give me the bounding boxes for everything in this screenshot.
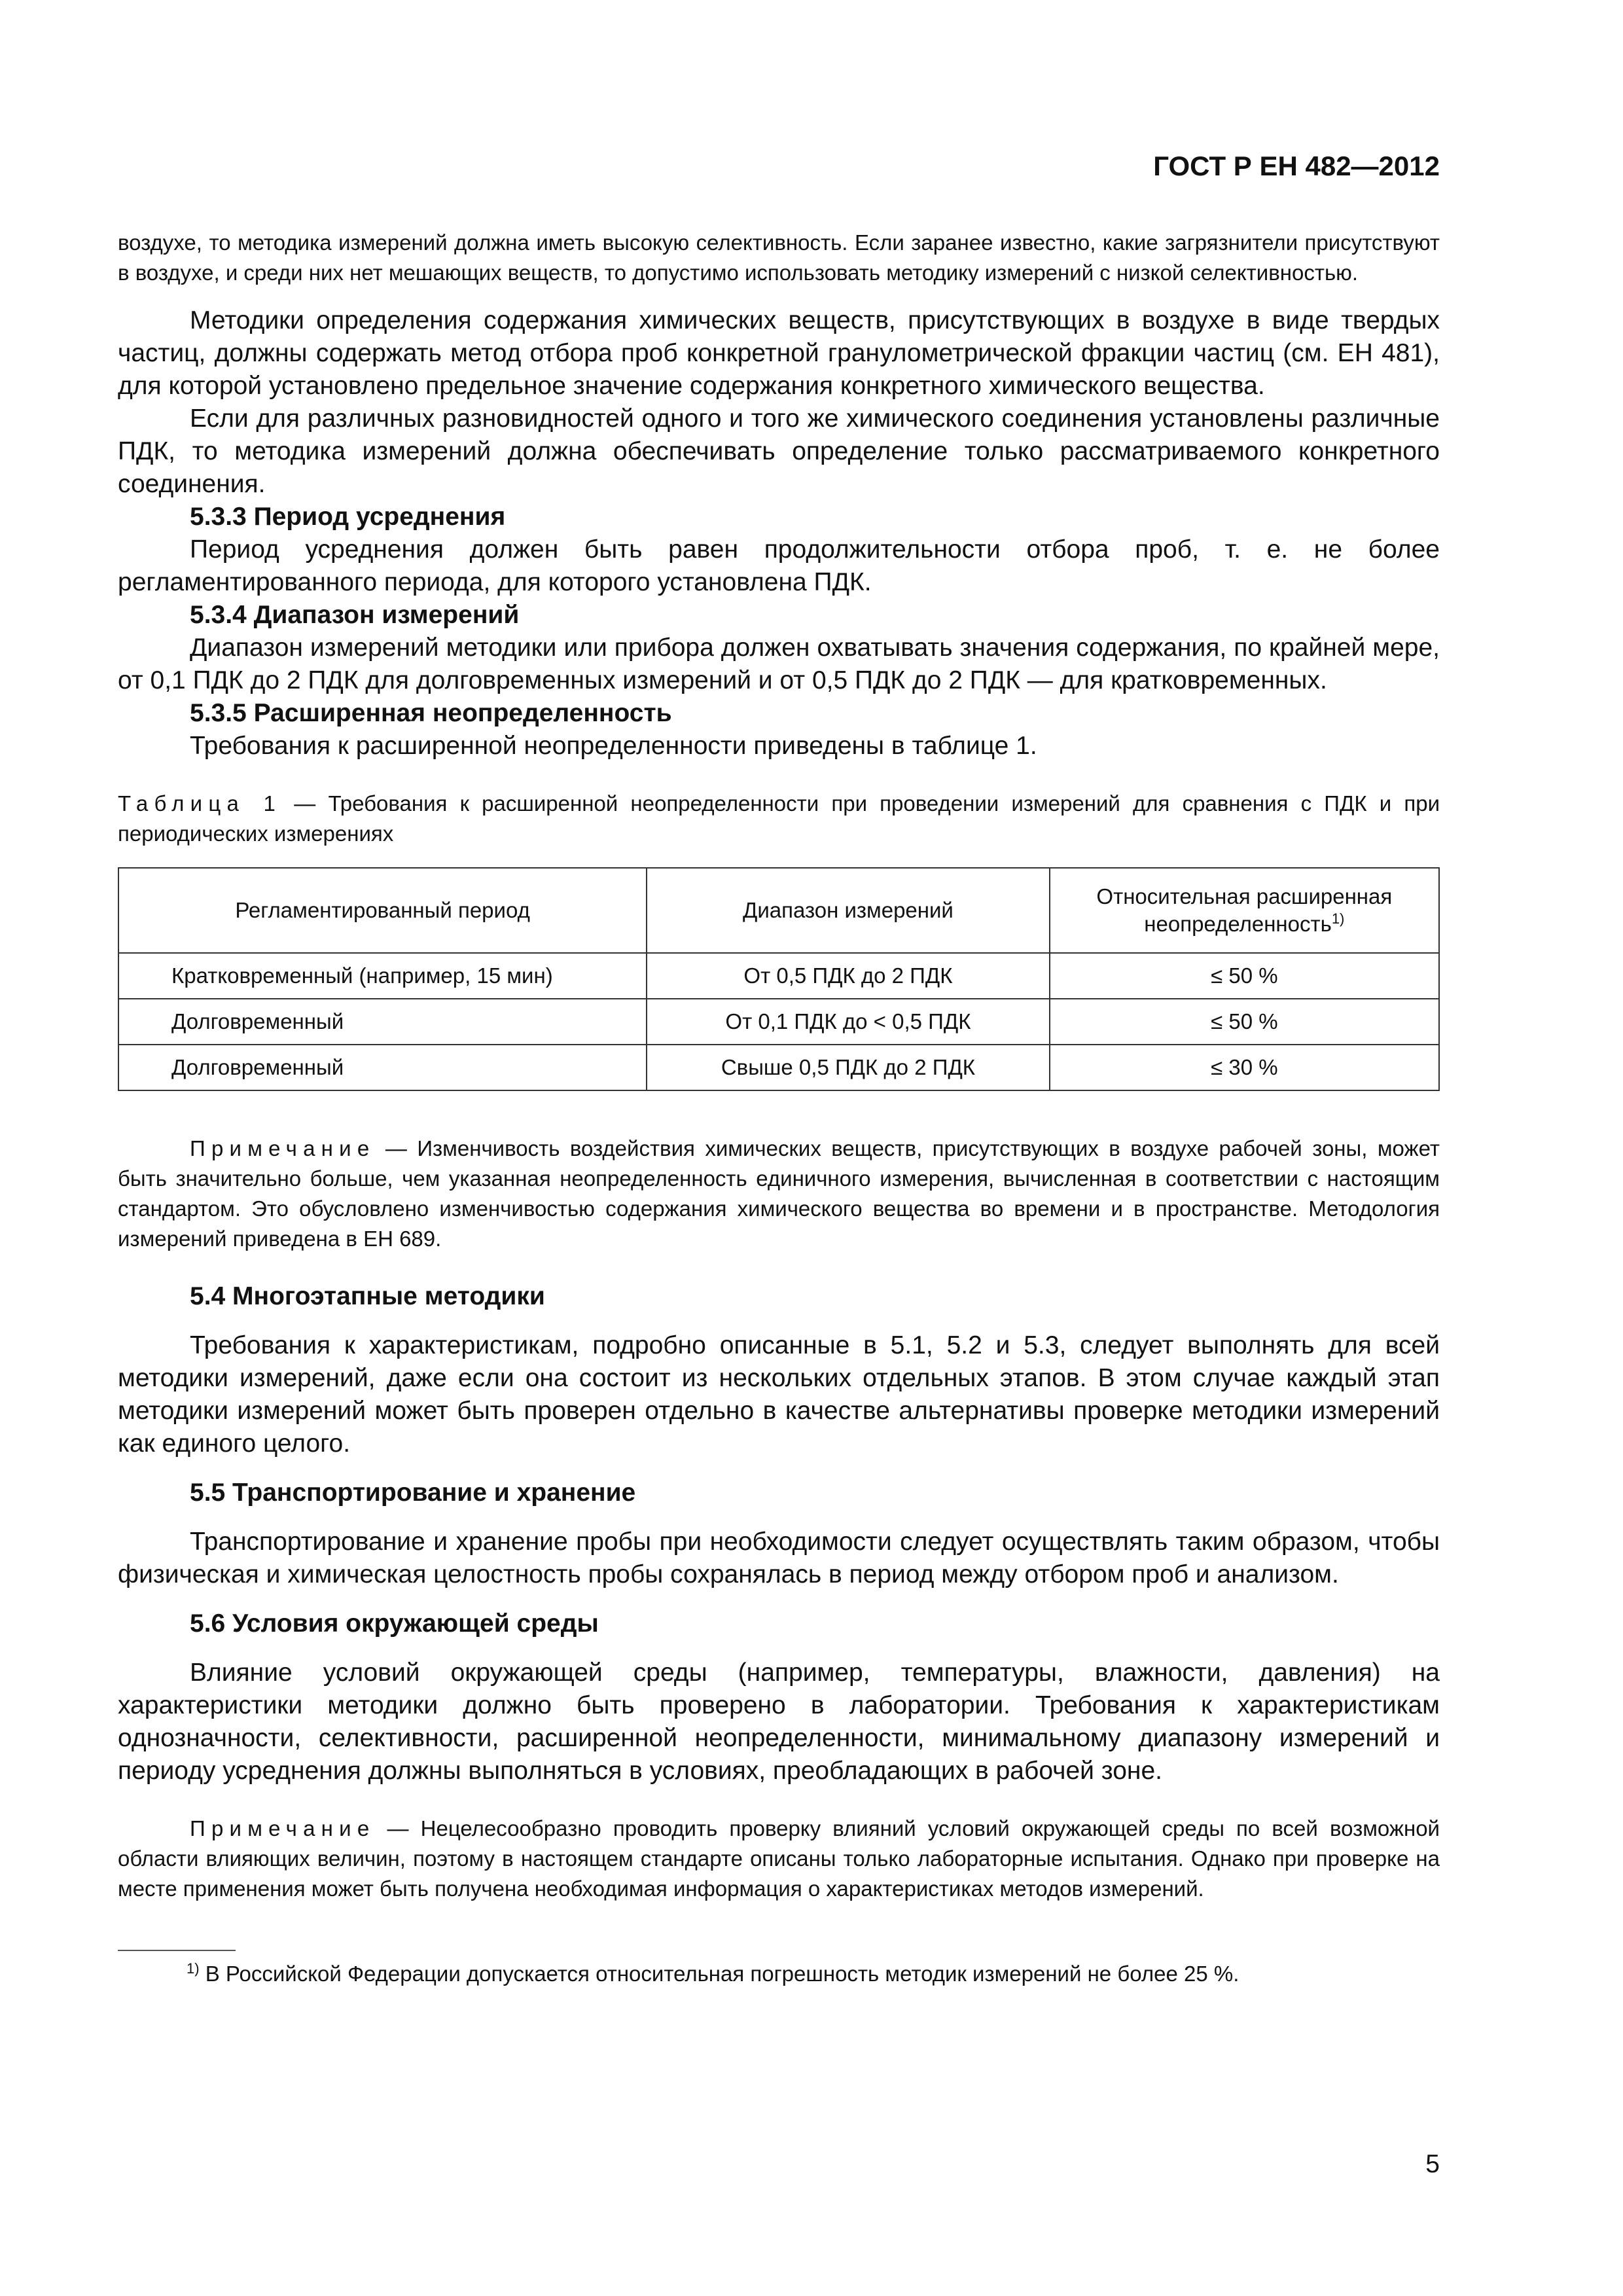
heading-5-4: 5.4 Многоэтапные методики [190,1282,545,1310]
note-label: Примечание [190,1816,376,1840]
table-header-period: Регламентированный период [118,868,647,953]
paragraph-5-4: Требования к характеристикам, подробно описанные в 5.1, 5.2 и 5.3, следует выполнять для всей методики измерений, даже если она состоит из нескольких отдельных этапов. В этом случае каждый этап методики измерений может быть проверен отдельно в качестве альтернативы проверке методики измерений как единого целого. [118,1331,1440,1458]
table-cell: Долговременный [118,1045,647,1090]
paragraph-continuation: воздухе, то методика измерений должна иметь высокую селективность. Если заранее известно, какие загрязнители присутствуют в воздухе, и среди них нет мешающих веществ, то допустимо использовать методику измерений с низкой селективностью. [118,230,1440,285]
table-cell: ≤ 30 % [1050,1045,1439,1090]
requirements-table [118,867,1440,1091]
heading-5-3-3: 5.3.3 Период усреднения [190,503,506,531]
paragraph-5-5: Транспортирование и хранение пробы при необходимости следует осуществлять таким образом, чтобы физическая и химическая целостность пробы сохранялась в период между отбором проб и анализом. [118,1528,1440,1588]
footnote-divider [118,1950,236,1951]
table-header-uncertainty-text: Относительная расширенная неопределенность [1096,884,1393,936]
table-cell: Свыше 0,5 ПДК до 2 ПДК [647,1045,1049,1090]
table-cell: От 0,1 ПДК до < 0,5 ПДК [647,999,1049,1045]
document-page [118,151,1440,1989]
table-cell: Кратковременный (например, 15 мин) [118,953,647,999]
table-row [118,999,1439,1045]
table-caption [118,789,1440,849]
table-header-range: Диапазон измерений [647,868,1049,953]
table-row [118,1045,1439,1090]
paragraph-particles: Методики определения содержания химических веществ, присутствующих в воздухе в виде твердых частиц, должны содержать метод отбора проб конкретной гранулометрической фракции частиц (см. ЕН 481), для которой установлено предельное значение содержания конкретного химического вещества. [118,306,1440,400]
paragraph-5-3-4: Диапазон измерений методики или прибора должен охватывать значения содержания, по крайней мере, от 0,1 ПДК до 2 ПДК для долговременных измерений и от 0,5 ПДК до 2 ПДК — для кратковременных. [118,634,1440,694]
footnote-ref: 1) [1331,910,1345,927]
table-cell: ≤ 50 % [1050,999,1439,1045]
footnote-text: В Российской Федерации допускается относительная погрешность методик измерений не более 25 %. [199,1962,1240,1986]
note-label: Примечание [190,1136,376,1160]
heading-5-3-4: 5.3.4 Диапазон измерений [190,601,520,629]
table-cell: ≤ 50 % [1050,953,1439,999]
paragraph-5-3-5: Требования к расширенной неопределенности приведены в таблице 1. [190,732,1037,760]
table-header-row [118,868,1439,953]
page-number: 5 [1425,2150,1440,2178]
note-environment [118,1814,1440,1904]
heading-5-3-5: 5.3.5 Расширенная неопределенность [190,699,672,727]
table-caption-text: — Требования к расширенной неопределенности при проведении измерений для сравнения с ПДК и при периодических измерениях [118,791,1440,846]
document-header: ГОСТ Р ЕН 482—2012 [1153,151,1440,181]
table-cell: От 0,5 ПДК до 2 ПДК [647,953,1049,999]
footnote-mark: 1) [187,1960,200,1977]
note-variability [118,1134,1440,1254]
footnote [118,1959,1440,1989]
heading-5-5: 5.5 Транспортирование и хранение [190,1479,636,1507]
paragraph-5-6: Влияние условий окружающей среды (например, температуры, влажности, давления) на характеристики методики должно быть проверено в лаборатории. Требования к характеристикам однозначности, селективности, расширенной неопределенности, минимальному диапазону измерений и периоду усреднения должны выполняться в условиях, преобладающих в рабочей зоне. [118,1659,1440,1785]
table-row [118,953,1439,999]
note-text: — Нецелесообразно проводить проверку влияний условий окружающей среды по всей возможной области влияющих величин, поэтому в настоящем стандарте описаны только лабораторные испытания. Однако при проверке на месте применения может быть получена необходимая информация о характеристиках методов измерений. [118,1816,1440,1901]
paragraph-pdk: Если для различных разновидностей одного и того же химического соединения установлены различные ПДК, то методика измерений должна обеспечивать определение только рассматриваемого конкретного соединения. [118,404,1440,498]
note-text: — Изменчивость воздействия химических веществ, присутствующих в воздухе рабочей зоны, может быть значительно больше, чем указанная неопределенность единичного измерения, вычисленная в соответствии с настоящим стандартом. Это обусловлено изменчивостью содержания химического вещества во времени и в пространстве. Методология измерений приведена в ЕН 689. [118,1136,1440,1251]
paragraph-5-3-3: Период усреднения должен быть равен продолжительности отбора проб, т. е. не более регламентированного периода, для которого установлена ПДК. [118,535,1440,596]
table-cell: Долговременный [118,999,647,1045]
table-caption-label: Таблица 1 [118,791,282,816]
heading-5-6: 5.6 Условия окружающей среды [190,1609,599,1638]
table-header-uncertainty [1050,868,1439,953]
